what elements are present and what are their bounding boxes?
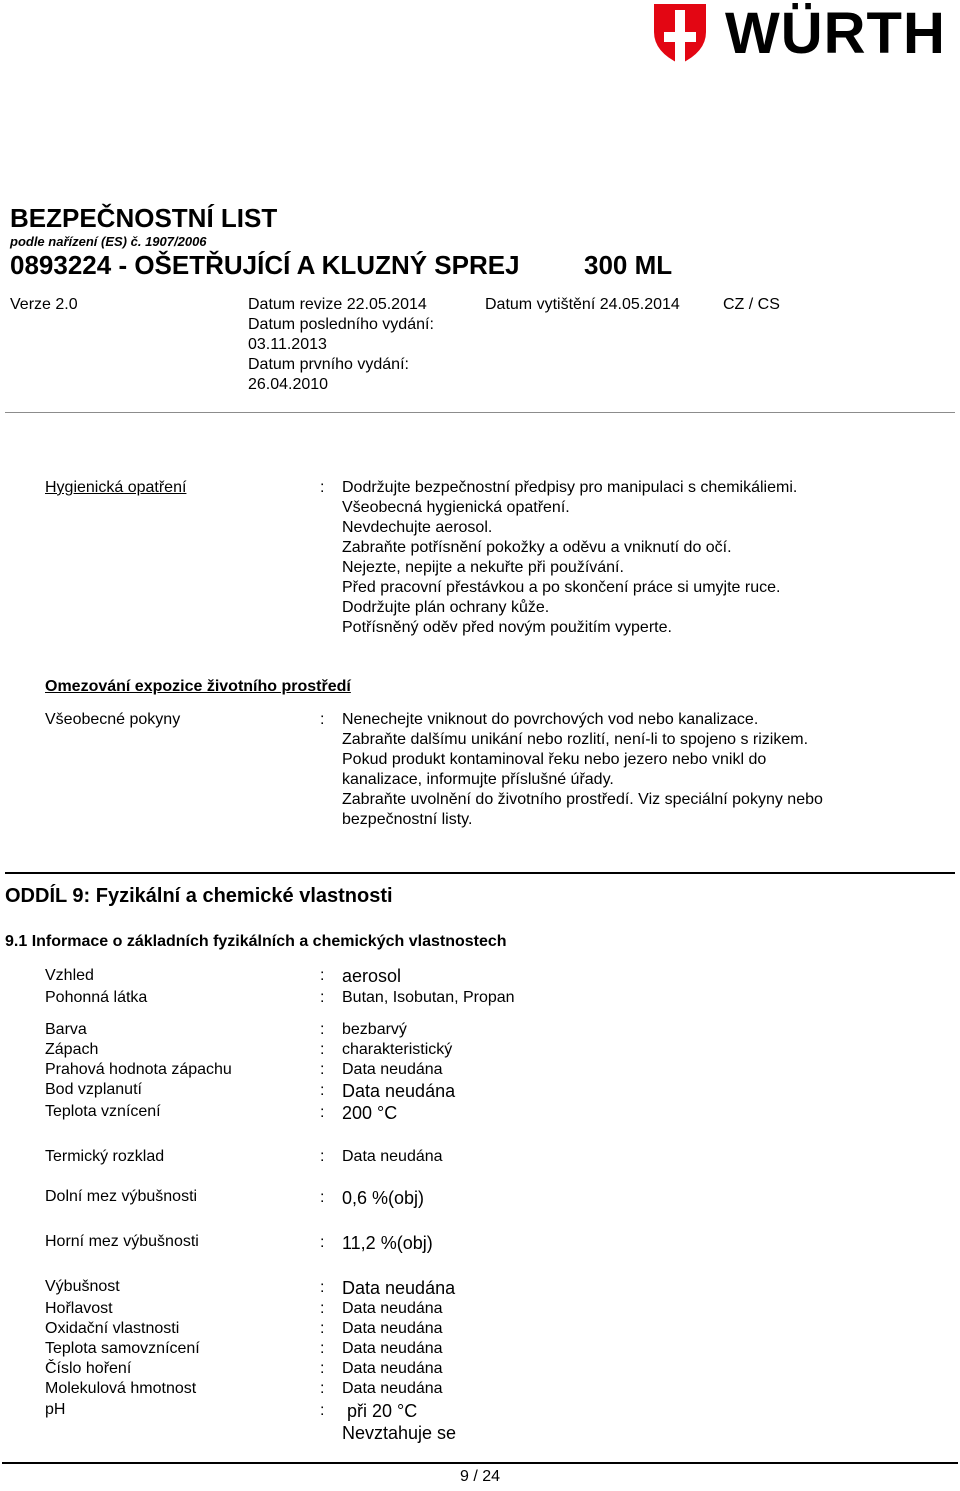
property-value: aerosol (342, 966, 402, 986)
product-volume: 300 ML (584, 250, 673, 280)
separator-colon: : (320, 1061, 325, 1078)
separator-colon: : (320, 711, 325, 728)
separator-colon: : (320, 1402, 325, 1419)
separator-colon: : (320, 1021, 325, 1038)
section-divider (5, 872, 955, 874)
property-label: Pohonná látka (45, 989, 148, 1006)
property-label: Číslo hoření (45, 1360, 132, 1377)
property-label: Teplota vznícení (45, 1103, 161, 1120)
hygiene-line: Nevdechujte aerosol. (342, 519, 493, 536)
environment-line: Zabraňte dalšímu unikání nebo rozlití, není-li to spojeno s rizikem. (342, 731, 809, 748)
hygiene-line: Všeobecná hygienická opatření. (342, 499, 570, 516)
property-label: Dolní mez výbušnosti (45, 1188, 198, 1205)
footer-divider (2, 1462, 958, 1464)
hygiene-line: Zabraňte potřísnění pokožky a oděvu a vniknutí do očí. (342, 539, 732, 556)
property-value: Data neudána (342, 1061, 443, 1078)
document-regulation: podle nařízení (ES) č. 1907/2006 (10, 234, 207, 249)
property-label: Zápach (45, 1041, 99, 1058)
property-value: charakteristický (342, 1041, 453, 1058)
hygiene-line: Potřísněný oděv před novým použitím vyperte. (342, 619, 672, 636)
environment-line: bezpečnostní listy. (342, 811, 473, 828)
property-label: Barva (45, 1021, 87, 1038)
property-label: Teplota samovznícení (45, 1340, 200, 1357)
property-label: Hořlavost (45, 1300, 113, 1317)
version: Verze 2.0 (10, 296, 78, 313)
separator-colon: : (320, 1082, 325, 1099)
separator-colon: : (320, 1104, 325, 1121)
property-value: Data neudána (342, 1300, 443, 1317)
wurth-logo-text: WÜRTH (725, 1, 946, 66)
language-code: CZ / CS (723, 296, 780, 313)
document-title: BEZPEČNOSTNÍ LIST (10, 203, 278, 233)
separator-colon: : (320, 1279, 325, 1296)
property-value: bezbarvý (342, 1021, 407, 1038)
separator-colon: : (320, 1340, 325, 1357)
property-value: Data neudána (342, 1320, 443, 1337)
property-value: Data neudána (342, 1360, 443, 1377)
first-issue-label: Datum prvního vydání: (248, 356, 409, 373)
separator-colon: : (320, 479, 325, 496)
section-9-title: ODDÍL 9: Fyzikální a chemické vlastnosti (5, 885, 393, 907)
property-value: Data neudána (342, 1081, 456, 1101)
property-label: Oxidační vlastnosti (45, 1320, 180, 1337)
last-issue-label: Datum posledního vydání: (248, 316, 434, 333)
environment-line: kanalizace, informujte příslušné úřady. (342, 771, 614, 788)
property-label: Bod vzplanutí (45, 1081, 142, 1098)
separator-colon: : (320, 1041, 325, 1058)
hygiene-line: Dodržujte bezpečnostní předpisy pro manipulaci s chemikáliemi. (342, 479, 798, 496)
separator-colon: : (320, 989, 325, 1006)
separator-colon: : (320, 1320, 325, 1337)
property-value: Data neudána (342, 1340, 443, 1357)
first-issue-date: 26.04.2010 (248, 376, 329, 393)
section-9-1-title: 9.1 Informace o základních fyzikálních a chemických vlastnostech (5, 933, 507, 950)
property-label: Vzhled (45, 967, 94, 984)
hygiene-label: Hygienická opatření (45, 479, 187, 496)
property-value: 0,6 %(obj) (342, 1188, 425, 1208)
hygiene-line: Před pracovní přestávkou a po skončení práce si umyjte ruce. (342, 579, 781, 596)
header-divider (5, 412, 955, 413)
environment-label: Všeobecné pokyny (45, 711, 181, 728)
property-value-note: Nevztahuje se (342, 1423, 457, 1443)
environment-heading: Omezování expozice životního prostředí (45, 678, 351, 695)
environment-line: Nenechejte vniknout do povrchových vod nebo kanalizace. (342, 711, 759, 728)
wurth-logo-mark (650, 2, 710, 66)
property-value: Data neudána (342, 1278, 456, 1298)
hygiene-line: Nejezte, nepijte a nekuřte při používání. (342, 559, 624, 576)
environment-line: Pokud produkt kontaminoval řeku nebo jezero nebo vnikl do (342, 751, 767, 768)
print-date: Datum vytištění 24.05.2014 (485, 296, 680, 313)
hygiene-line: Dodržujte plán ochrany kůže. (342, 599, 550, 616)
revision-date: Datum revize 22.05.2014 (248, 296, 427, 313)
separator-colon: : (320, 1148, 325, 1165)
separator-colon: : (320, 1189, 325, 1206)
property-value: Data neudána (342, 1380, 443, 1397)
property-label: Termický rozklad (45, 1148, 165, 1165)
separator-colon: : (320, 1360, 325, 1377)
property-label: Molekulová hmotnost (45, 1380, 197, 1397)
environment-line: Zabraňte uvolnění do životního prostředí. Viz speciální pokyny nebo (342, 791, 823, 808)
property-label: Výbušnost (45, 1278, 120, 1295)
property-label: Horní mez výbušnosti (45, 1233, 199, 1250)
separator-colon: : (320, 1380, 325, 1397)
page-number: 9 / 24 (459, 1468, 501, 1485)
separator-colon: : (320, 967, 325, 984)
property-label: pH (45, 1401, 66, 1418)
property-value: při 20 °C (347, 1401, 418, 1421)
property-label: Prahová hodnota zápachu (45, 1061, 232, 1078)
separator-colon: : (320, 1234, 325, 1251)
property-value: Data neudána (342, 1148, 443, 1165)
property-value: 200 °C (342, 1103, 398, 1123)
property-value: 11,2 %(obj) (342, 1233, 433, 1253)
property-value: Butan, Isobutan, Propan (342, 989, 515, 1006)
separator-colon: : (320, 1300, 325, 1317)
last-issue-date: 03.11.2013 (248, 336, 327, 353)
product-name: 0893224 - OŠETŘUJÍCÍ A KLUZNÝ SPREJ (10, 250, 520, 280)
